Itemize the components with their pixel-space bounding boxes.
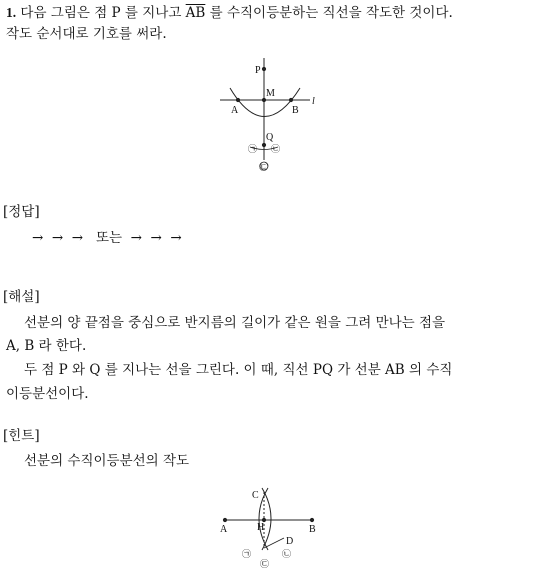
label-c2-2: ㉡ bbox=[282, 549, 292, 559]
hint-heading: [힌트] bbox=[3, 428, 40, 444]
label-c1-2: ㉠ bbox=[242, 549, 252, 559]
label-a-2: A bbox=[220, 524, 228, 535]
answer-heading: [정답] bbox=[3, 204, 40, 220]
label-c-2: C bbox=[252, 490, 259, 501]
label-c2: ㉡ bbox=[271, 144, 281, 154]
segment-ab: $\overline{AB}$ bbox=[185, 5, 206, 21]
label-m: M bbox=[266, 88, 275, 99]
problem-text-b: 를 수직이등분하는 직선을 작도한 것이다. bbox=[209, 5, 453, 21]
explanation-heading: [해설] bbox=[3, 289, 40, 305]
arc-ab bbox=[230, 88, 300, 117]
label-h: H bbox=[257, 522, 265, 533]
hint-line: 선분의 수직이등분선의 작도 bbox=[24, 453, 190, 469]
explanation-p1-line1: 선분의 양 끝점을 중심으로 반지름의 길이가 같은 원을 그려 만나는 점을 bbox=[24, 315, 446, 331]
label-a: A bbox=[231, 105, 239, 116]
problem-statement-line2: 작도 순서대로 기호를 써라. bbox=[6, 26, 167, 42]
label-d: D bbox=[286, 536, 294, 547]
label-c3-2: ㉢ bbox=[260, 559, 270, 569]
label-p: P bbox=[255, 65, 261, 76]
explanation-p2-line2: 이등분선이다. bbox=[6, 386, 89, 402]
explanation-p1-line2: A, B 라 한다. bbox=[6, 338, 87, 354]
problem-text-a: 다음 그림은 점 P 를 지나고 bbox=[20, 5, 182, 21]
answer-line: → → → 또는 → → → bbox=[32, 230, 182, 246]
explanation-p2-line1: 두 점 P 와 Q 를 지나는 선을 그린다. 이 때, 직선 PQ 가 선분 AB 의 수직 bbox=[24, 362, 453, 378]
label-b: B bbox=[292, 105, 299, 116]
problem-number: 1. bbox=[6, 5, 17, 20]
label-l: l bbox=[312, 96, 315, 107]
label-b-2: B bbox=[309, 524, 316, 535]
label-q: Q bbox=[266, 132, 274, 143]
label-c1: ㉠ bbox=[248, 144, 258, 154]
label-c3: ㉢ bbox=[259, 162, 269, 172]
